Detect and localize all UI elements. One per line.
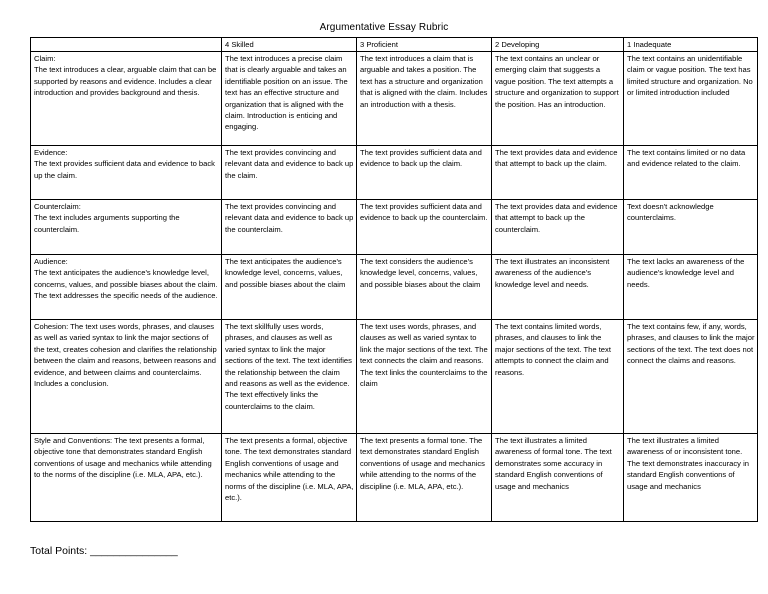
- inadequate-cell: The text contains limited or no data and evidence related to the claim.: [624, 146, 758, 200]
- row-audience: [31, 255, 758, 320]
- criteria-cell: Counterclaim: The text includes arguments supporting the counterclaim.: [31, 200, 222, 255]
- proficient-cell: The text provides sufficient data and evidence to back up the counterclaim.: [357, 200, 492, 255]
- inadequate-cell: The text contains an unidentifiable claim or vague position. The text has limited structure and organization. No or limited introduction included: [624, 52, 758, 146]
- skilled-cell: The text provides convincing and relevant data and evidence to back up the counterclaim.: [222, 200, 357, 255]
- row-evidence: [31, 146, 758, 200]
- skilled-cell: The text skillfully uses words, phrases, and clauses as well as varied syntax to link the major sections of the text. The text identifies the relationship between the claim and reasons as well as the evidence. The text effectively links the counterclaims to the claim.: [222, 320, 357, 434]
- proficient-cell: The text introduces a claim that is arguable and takes a position. The text has a structure and organization that is aligned with the claim. Includes an introduction with a thesis.: [357, 52, 492, 146]
- skilled-cell: The text introduces a precise claim that is clearly arguable and takes an identifiable position on an issue. The text has an effective structure and organization that is aligned with the claim. Introduction is enticing and engaging.: [222, 52, 357, 146]
- header-criteria: [31, 38, 222, 52]
- developing-cell: The text illustrates an inconsistent awareness of the audience's knowledge level and needs.: [492, 255, 624, 320]
- developing-cell: The text provides data and evidence that attempt to back up the counterclaim.: [492, 200, 624, 255]
- header-skilled: 4 Skilled: [222, 38, 357, 52]
- inadequate-cell: The text illustrates a limited awareness of or inconsistent tone. The text demonstrates inaccuracy in standard English conventions of usage and mechanics: [624, 434, 758, 522]
- total-points: Total Points: _______________: [30, 545, 178, 557]
- proficient-cell: The text considers the audience's knowledge level, concerns, values, and possible biases about the claim: [357, 255, 492, 320]
- proficient-cell: The text uses words, phrases, and clauses as well as varied syntax to link the major sections of the text. The text connects the claim and reasons. The text links the counterclaims to the claim: [357, 320, 492, 434]
- row-style-conventions: [31, 434, 758, 522]
- header-row: [31, 38, 758, 52]
- header-inadequate: 1 Inadequate: [624, 38, 758, 52]
- developing-cell: The text illustrates a limited awareness of formal tone. The text demonstrates some accuracy in standard English conventions of usage and mechanics: [492, 434, 624, 522]
- criteria-cell: Audience: The text anticipates the audience's knowledge level, concerns, values, and possible biases about the claim. The text addresses the specific needs of the audience.: [31, 255, 222, 320]
- criteria-cell: Cohesion: The text uses words, phrases, and clauses as well as varied syntax to link the major sections of the text, creates cohesion and clarifies the relationship between the claim and reasons, between reasons and evidence, and between claims and counterclaims. Includes a conclusion.: [31, 320, 222, 434]
- skilled-cell: The text provides convincing and relevant data and evidence to back up the claim.: [222, 146, 357, 200]
- document-title: Argumentative Essay Rubric: [319, 22, 449, 33]
- proficient-cell: The text presents a formal tone. The text demonstrates standard English conventions of usage and mechanics while attending to the norms of the discipline (i.e. MLA, APA, etc.).: [357, 434, 492, 522]
- inadequate-cell: Text doesn't acknowledge counterclaims.: [624, 200, 758, 255]
- header-developing: 2 Developing: [492, 38, 624, 52]
- criteria-cell: Evidence: The text provides sufficient data and evidence to back up the claim.: [31, 146, 222, 200]
- skilled-cell: The text presents a formal, objective tone. The text demonstrates standard English conventions of usage and mechanics while attending to the norms of the discipline (i.e. MLA, APA, etc.).: [222, 434, 357, 522]
- developing-cell: The text contains an unclear or emerging claim that suggests a vague position. The text attempts a structure and organization to support the position. Has an introduction.: [492, 52, 624, 146]
- proficient-cell: The text provides sufficient data and evidence to back up the claim.: [357, 146, 492, 200]
- criteria-cell: Style and Conventions: The text presents a formal, objective tone that demonstrates standard English conventions of usage and mechanics while attending to the norms of the discipline (i.e. MLA, APA, etc.).: [31, 434, 222, 522]
- inadequate-cell: The text lacks an awareness of the audience's knowledge level and needs.: [624, 255, 758, 320]
- developing-cell: The text contains limited words, phrases, and clauses to link the major sections of the text. The text attempts to connect the claim and reasons.: [492, 320, 624, 434]
- criteria-cell: Claim: The text introduces a clear, arguable claim that can be supported by reasons and evidence. Includes a clear introduction and provides background and thesis.: [31, 52, 222, 146]
- header-proficient: 3 Proficient: [357, 38, 492, 52]
- developing-cell: The text provides data and evidence that attempt to back up the claim.: [492, 146, 624, 200]
- row-claim: [31, 52, 758, 146]
- inadequate-cell: The text contains few, if any, words, phrases, and clauses to link the major sections of the text. The text does not connect the claims and reasons.: [624, 320, 758, 434]
- row-cohesion: [31, 320, 758, 434]
- skilled-cell: The text anticipates the audience's knowledge level, concerns, values, and possible biases about the claim: [222, 255, 357, 320]
- row-counterclaim: [31, 200, 758, 255]
- rubric-table: [30, 37, 758, 522]
